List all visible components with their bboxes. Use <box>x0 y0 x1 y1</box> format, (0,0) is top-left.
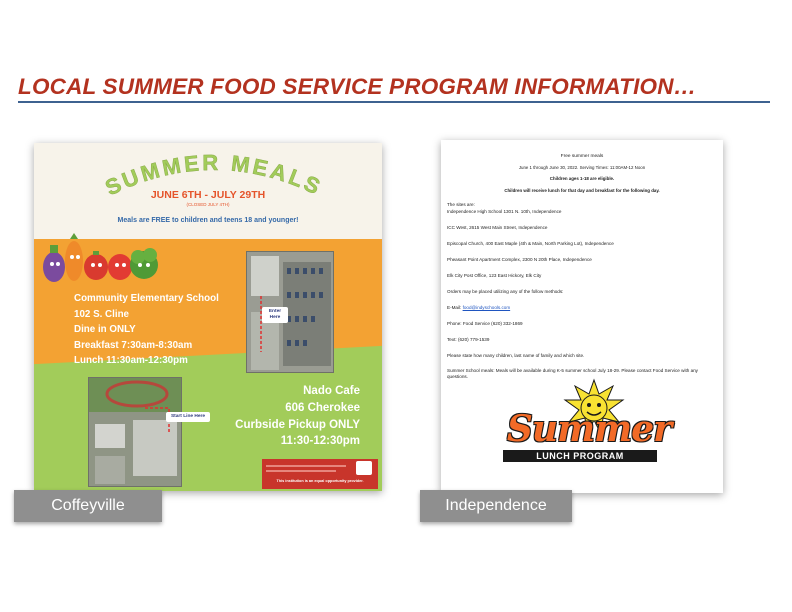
flyer-footer-fineprint <box>266 465 346 467</box>
flyer-dates: JUNE 6TH - JULY 29TH <box>150 189 266 201</box>
doc-meal-note: Children will receive lunch for that day and breakfast for the following day. <box>504 188 660 193</box>
school-name: Community Elementary School <box>74 293 219 304</box>
summer-logo-word: Summer <box>506 408 672 450</box>
doc-site-1: Independence High School 1301 N. 10th, Independence <box>447 209 562 214</box>
school-lunch: Lunch 11:30am-12:30pm <box>74 355 188 367</box>
lunch-program-banner: LUNCH PROGRAM <box>503 450 657 462</box>
vegetable-characters-illustration <box>38 231 178 287</box>
school-address: 102 S. Cline <box>74 308 129 320</box>
flyer-footer-logo <box>356 461 372 475</box>
doc-state-line: Please state how many children, last name of family and which site. <box>447 353 585 358</box>
doc-email-link[interactable]: food@indyschools.com <box>462 305 511 310</box>
doc-site-3: Episcopal Church, 400 East Maple (4th & Main, North Parking Lot), Independence <box>447 241 614 246</box>
doc-sites-intro: The sites are: <box>447 202 475 207</box>
doc-email-line <box>447 305 719 311</box>
doc-text: Text: (620) 779-1539 <box>447 337 490 342</box>
title-divider <box>18 101 770 103</box>
independence-label: Independence <box>420 490 572 522</box>
cafe-name: Nado Cafe <box>303 385 360 397</box>
enter-here-tag: Enter Here <box>262 307 288 323</box>
school-site-info <box>74 291 274 369</box>
doc-serving-times: June 1 through June 30, 2022. Serving Times: 11:00AM-12 Noon <box>518 165 646 170</box>
school-breakfast: Breakfast 7:30am-8:30am <box>74 339 193 351</box>
coffeyville-flyer <box>34 143 382 491</box>
doc-orders-methods: Orders may be placed utilizing any of the follow methods: <box>447 289 564 294</box>
cafe-site-info <box>184 383 360 450</box>
cafe-curbside: Curbside Pickup ONLY <box>235 418 360 431</box>
start-line-here-tag: Start Line Here <box>166 412 210 422</box>
school-aerial-map <box>246 251 334 373</box>
doc-heading: Free summer meals <box>560 154 604 159</box>
doc-email-label: E-Mail: <box>447 305 462 310</box>
flyer-free-meals-line: Meals are FREE to children and teens 18 and younger! <box>117 217 299 224</box>
doc-eligibility: Children ages 1-18 are eligible. <box>549 176 615 181</box>
coffeyville-label: Coffeyville <box>14 490 162 522</box>
cafe-address: 606 Cherokee <box>285 401 360 414</box>
doc-phone: Phone: Food Service (620) 332-1869 <box>447 321 523 326</box>
flyer-closed-note: (CLOSED JULY 4TH) <box>186 202 230 207</box>
cafe-aerial-map <box>88 377 182 487</box>
slide-title: LOCAL SUMMER FOOD SERVICE PROGRAM INFORMATION… <box>18 74 697 99</box>
doc-site-2: ICC West, 2615 West Main Street, Independence <box>447 225 548 230</box>
summer-meals-title-text: SUMMER MEALS <box>101 149 327 201</box>
equal-opportunity-statement: This institution is an equal opportunity provider. <box>276 479 364 483</box>
school-dine-in: Dine in ONLY <box>74 324 136 336</box>
doc-site-4: Pheasant Point Apartment Complex, 2300 N 20th Place, Independence <box>447 257 592 262</box>
cafe-hours: 11:30-12:30pm <box>280 435 360 448</box>
independence-document <box>441 140 723 493</box>
flyer-footer-fineprint-2 <box>266 470 336 472</box>
doc-site-5: Elk City Post Office, 123 East Hickory, Elk City <box>447 273 542 278</box>
doc-summer-school: Summer School meals: Meals will be available during K-5 summer school July 18-29. Please contact Food Service with any questions. <box>447 368 698 379</box>
